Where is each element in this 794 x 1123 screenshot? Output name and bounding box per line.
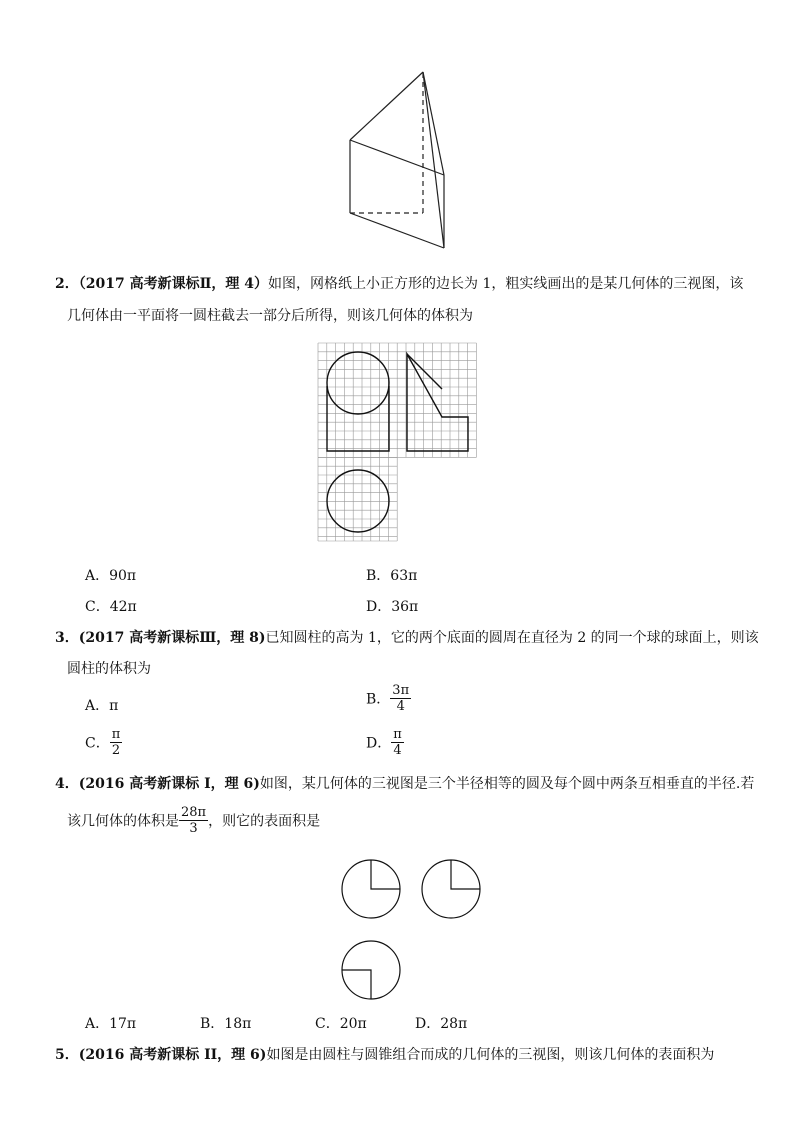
q2-option-b[interactable]: B．63π <box>366 568 418 584</box>
fraction-denominator: 3 <box>189 821 198 836</box>
fraction-numerator: π <box>393 727 402 742</box>
q4-option-b[interactable]: B．18π <box>200 1016 252 1032</box>
question-text: 该几何体的体积是 <box>67 813 179 830</box>
fraction-denominator: 2 <box>111 743 121 758</box>
question-source: (2016 高考新课标 I，理 6) <box>78 776 260 792</box>
question-text: ，则它的表面积是 <box>208 813 321 830</box>
q3-line1 <box>55 627 759 647</box>
question-number: 2． <box>55 276 79 292</box>
fraction <box>179 805 208 836</box>
fraction <box>391 727 404 758</box>
option-label: C． <box>85 735 110 752</box>
option-label: B． <box>366 691 391 708</box>
fraction-numerator: π <box>111 727 121 742</box>
q3-option-c[interactable] <box>85 727 122 758</box>
fraction-denominator: 4 <box>396 699 405 714</box>
question-source: (2016 高考新课标 II，理 6) <box>78 1047 267 1063</box>
question-number: 5． <box>55 1047 79 1063</box>
q5-line1 <box>55 1044 714 1064</box>
question-text: 如图，某几何体的三视图是三个半径相等的圆及每个圆中两条互相垂直的半径.若 <box>259 776 755 792</box>
q3-option-d[interactable] <box>366 727 404 758</box>
fraction <box>110 727 123 758</box>
question-text: 如图，网格纸上小正方形的边长为 1，粗实线画出的是某几何体的三视图，该 <box>268 276 744 292</box>
three-circles-figure <box>340 858 490 1008</box>
q4-option-a[interactable]: A．17π <box>85 1016 137 1032</box>
q2-line1 <box>55 273 743 293</box>
fraction-numerator: 3π <box>392 683 410 698</box>
q4-line1 <box>55 773 754 793</box>
q4-option-d[interactable]: D．28π <box>415 1016 468 1032</box>
fraction-numerator: 28π <box>181 805 207 820</box>
question-source: （2017 高考新课标Ⅱ，理 4） <box>78 276 269 292</box>
q2-line2: 几何体由一平面将一圆柱截去一部分后所得，则该几何体的体积为 <box>67 308 473 324</box>
prism-figure <box>340 65 460 255</box>
q2-option-d[interactable]: D．36π <box>366 599 419 615</box>
q2-option-c[interactable]: C．42π <box>85 599 137 615</box>
question-text: 已知圆柱的高为 1，它的两个底面的圆周在直径为 2 的同一个球的球面上，则该 <box>265 630 759 646</box>
question-number: 3． <box>55 630 79 646</box>
q3-option-a[interactable]: A．π <box>85 698 119 714</box>
question-text: 如图是由圆柱与圆锥组合而成的几何体的三视图，则该几何体的表面积为 <box>266 1047 715 1063</box>
option-label: D． <box>366 735 392 752</box>
question-number: 4． <box>55 776 79 792</box>
q4-line2 <box>67 805 320 836</box>
q3-option-b[interactable] <box>366 683 411 714</box>
question-source: (2017 高考新课标Ⅲ，理 8) <box>78 630 266 646</box>
fraction-denominator: 4 <box>393 743 402 758</box>
q3-line2: 圆柱的体积为 <box>67 661 151 677</box>
three-view-grid-figure <box>318 343 478 543</box>
fraction <box>390 683 411 714</box>
q2-option-a[interactable]: A．90π <box>85 568 137 584</box>
q4-option-c[interactable]: C．20π <box>315 1016 367 1032</box>
